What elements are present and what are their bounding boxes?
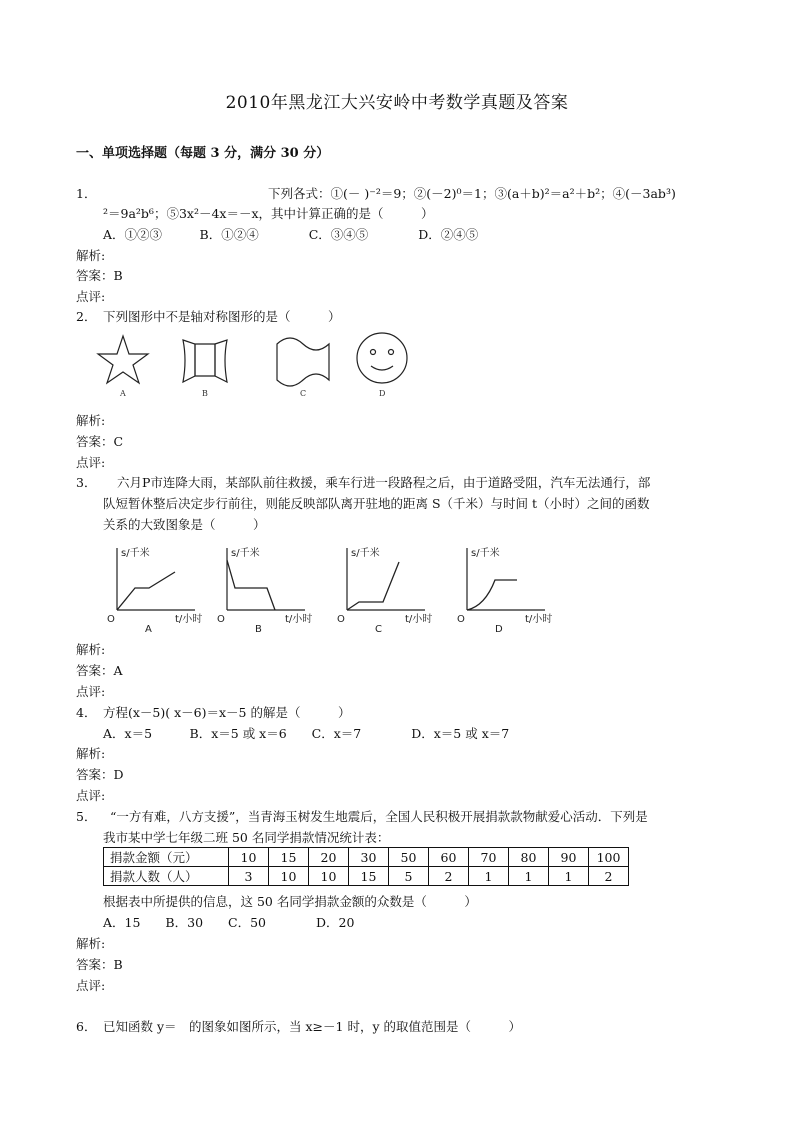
q1-analysis-label: 解析: (76, 248, 106, 263)
q4-answer: 答案：D (76, 767, 124, 782)
graph-curve (117, 572, 175, 610)
origin-label: O (337, 614, 345, 625)
q3-graph-a (107, 546, 202, 635)
origin-label: O (107, 614, 115, 625)
q3-stem-line2: 队短暂休整后决定步行前往，则能反映部队离开驻地的距离 S（千米）与时间 t（小时）之间的函数 (103, 496, 650, 511)
table-cell: 15 (269, 848, 309, 867)
q3-comment-label: 点评: (76, 684, 106, 699)
q2-figures (95, 330, 425, 402)
graph-curve (467, 580, 517, 610)
table-cell: 2 (429, 867, 469, 886)
fig-label-c: C (300, 389, 307, 398)
page-title: 2010年黑龙江大兴安岭中考数学真题及答案 (225, 93, 569, 113)
q5-options: A．15 B．30 C．50 D．20 (103, 915, 355, 930)
q5-comment-label: 点评: (76, 978, 106, 993)
origin-label: O (457, 614, 465, 625)
smiley-figure (357, 333, 407, 383)
q1-stem-line2: ²＝9a²b⁶；⑤3x²－4x＝－x，其中计算正确的是（ ） (103, 206, 434, 221)
q2-comment-label: 点评: (76, 455, 106, 470)
table-cell: 5 (389, 867, 429, 886)
table-cell: 10 (309, 867, 349, 886)
table-cell: 1 (509, 867, 549, 886)
graph-label: C (375, 624, 382, 635)
q1-stem-line1: 下列各式：①(－ )⁻²＝9；②(－2)⁰＝1；③(a＋b)²＝a²＋b²；④(－3ab³) (268, 186, 676, 201)
table-header-cell: 捐款金额（元） (104, 848, 229, 867)
q3-analysis-label: 解析: (76, 642, 106, 657)
table-header-cell: 捐款人数（人） (104, 867, 229, 886)
q6-number: 6． (76, 1019, 97, 1034)
q2-number: 2． (76, 309, 97, 324)
q3-graphs (95, 540, 553, 635)
q3-stem-line3: 关系的大致图象是（ ） (103, 517, 266, 532)
q5-stem-line2: 我市某中学七年级二班 50 名同学捐款情况统计表： (103, 830, 390, 845)
flag-figure (277, 338, 329, 386)
q5-analysis-label: 解析: (76, 936, 106, 951)
y-axis-label: s/千米 (351, 548, 380, 559)
q4-comment-label: 点评: (76, 788, 106, 803)
table-cell: 70 (469, 848, 509, 867)
q3-graph-b (217, 546, 312, 635)
q3-graph-c (337, 546, 432, 635)
table-row (104, 848, 629, 867)
q2-answer: 答案：C (76, 434, 124, 449)
q5-number: 5． (76, 809, 97, 824)
graph-curve (347, 562, 399, 610)
table-cell: 50 (389, 848, 429, 867)
q4-number: 4． (76, 705, 97, 720)
q3-number: 3． (76, 475, 97, 490)
table-cell: 10 (269, 867, 309, 886)
fig-label-b: B (202, 389, 208, 398)
y-axis-label: s/千米 (231, 548, 260, 559)
table-cell: 15 (349, 867, 389, 886)
table-cell: 1 (549, 867, 589, 886)
table-row (104, 867, 629, 886)
y-axis-label: s/千米 (471, 548, 500, 559)
x-axis-label: t/小时 (405, 614, 433, 625)
q4-analysis-label: 解析: (76, 746, 106, 761)
q4-options: A．x＝5 B．x＝5 或 x＝6 C．x＝7 D．x＝5 或 x＝7 (103, 726, 510, 741)
q3-answer: 答案：A (76, 663, 123, 678)
graph-label: B (255, 624, 262, 635)
fig-label-a: A (120, 389, 126, 398)
graph-label: A (145, 624, 152, 635)
q4-stem: 方程(x－5)( x－6)＝x－5 的解是（ ） (103, 705, 351, 720)
x-axis-label: t/小时 (175, 614, 203, 625)
graph-label: D (495, 624, 503, 635)
q1-options: A．①②③ B．①②④ C．③④⑤ D．②④⑤ (103, 227, 479, 242)
q2-analysis-label: 解析: (76, 413, 106, 428)
fig-label-d: D (379, 389, 386, 398)
q3-graph-d (457, 546, 552, 635)
table-cell: 30 (349, 848, 389, 867)
table-cell: 3 (229, 867, 269, 886)
y-axis-label: s/千米 (121, 548, 150, 559)
table-cell: 100 (589, 848, 629, 867)
table-cell: 80 (509, 848, 549, 867)
q3-stem-line1: 六月P市连降大雨，某部队前往救援，乘车行进一段路程之后，由于道路受阻，汽车无法通行，部 (117, 475, 651, 490)
table-cell: 60 (429, 848, 469, 867)
x-axis-label: t/小时 (285, 614, 313, 625)
section-heading: 一、单项选择题（每题 3 分，满分 30 分） (76, 146, 330, 161)
q1-number: 1． (76, 186, 97, 201)
star-figure (98, 336, 148, 383)
table-cell: 10 (229, 848, 269, 867)
table-cell: 2 (589, 867, 629, 886)
q1-comment-label: 点评: (76, 289, 106, 304)
q5-stem-line3: 根据表中所提供的信息，这 50 名同学捐款金额的众数是（ ） (103, 894, 477, 909)
q5-answer: 答案：B (76, 957, 123, 972)
x-axis-label: t/小时 (525, 614, 553, 625)
q5-stem-line1: “一方有难，八方支援”，当青海玉树发生地震后，全国人民积极开展捐款款物献爱心活动．下列是 (110, 809, 648, 824)
table-cell: 1 (469, 867, 509, 886)
table-cell: 20 (309, 848, 349, 867)
q1-answer: 答案：B (76, 268, 123, 283)
table-cell: 90 (549, 848, 589, 867)
graph-curve (227, 560, 275, 610)
q6-stem: 已知函数 y＝ 的图象如图所示，当 x≥－1 时，y 的取值范围是（ ） (103, 1019, 521, 1034)
book-figure (183, 340, 227, 382)
origin-label: O (217, 614, 225, 625)
donation-table (103, 847, 629, 886)
q2-stem: 下列图形中不是轴对称图形的是（ ） (103, 309, 341, 324)
